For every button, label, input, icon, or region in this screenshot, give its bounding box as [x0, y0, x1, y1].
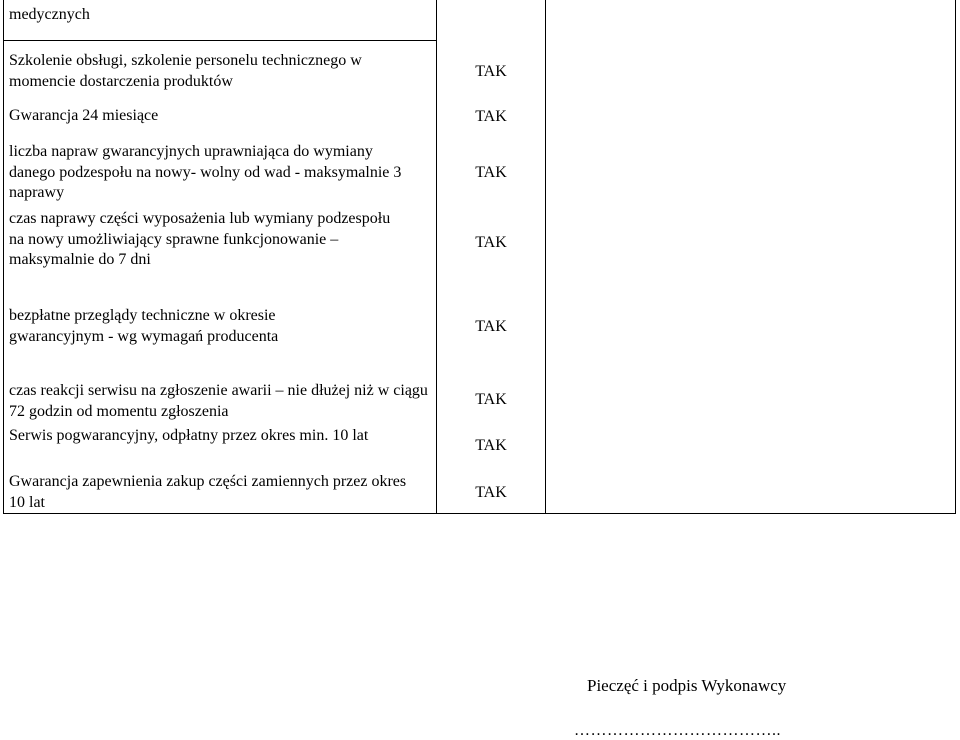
- table-bottom-border: [3, 513, 956, 514]
- row-value-8: TAK: [475, 437, 507, 454]
- row-value-6: TAK: [475, 318, 507, 335]
- row-separator-1: [3, 40, 436, 41]
- row-label-8: Serwis pogwarancyjny, odpłatny przez okres min. 10 lat: [9, 427, 369, 444]
- row-label-4: liczba napraw gwarancyjnych uprawniająca do wymiany danego podzespołu na nowy- wolny od wad - maksymalnie 3 naprawy: [9, 143, 402, 201]
- row-label-1: medycznych: [9, 6, 90, 23]
- signature-line: ………………………………..: [574, 722, 781, 739]
- row-label-2: Szkolenie obsługi, szkolenie personelu technicznego w momencie dostarczenia produktów: [9, 52, 362, 90]
- row-value-9: TAK: [475, 484, 507, 501]
- row-label-3: Gwarancja 24 miesiące: [9, 107, 159, 124]
- table-left-border: [3, 0, 4, 513]
- row-label-5: czas naprawy części wyposażenia lub wymiany podzespołu na nowy umożliwiający sprawne funkcjonowanie – maksymalnie do 7 dni: [9, 210, 391, 268]
- column-divider-value-offer: [545, 0, 546, 513]
- row-value-4: TAK: [475, 164, 507, 181]
- signature-label: Pieczęć i podpis Wykonawcy: [587, 676, 787, 695]
- row-label-9: Gwarancja zapewnienia zakup części zamiennych przez okres 10 lat: [9, 473, 407, 511]
- row-label-6: bezpłatne przeglądy techniczne w okresie gwarancyjnym - wg wymagań producenta: [9, 307, 279, 345]
- row-value-2: TAK: [475, 63, 507, 80]
- table-right-border: [955, 0, 956, 513]
- row-value-3: TAK: [475, 108, 507, 125]
- row-value-5: TAK: [475, 234, 507, 251]
- row-value-7: TAK: [475, 391, 507, 408]
- row-label-7: czas reakcji serwisu na zgłoszenie awarii – nie dłużej niż w ciągu 72 godzin od momentu zgłoszenia: [9, 382, 428, 420]
